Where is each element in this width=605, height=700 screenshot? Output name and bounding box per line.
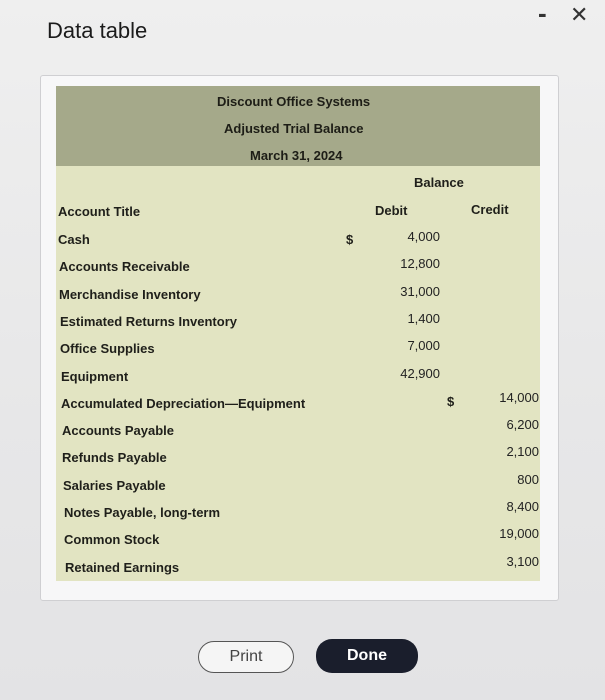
account-name: Notes Payable, long-term: [64, 505, 221, 520]
credit-value: 2,100: [506, 444, 539, 459]
debit-value: 7,000: [407, 338, 440, 353]
debit-value: 31,000: [400, 284, 440, 299]
credit-value: 3,100: [506, 554, 539, 569]
account-name: Common Stock: [64, 532, 160, 547]
credit-currency: $: [447, 394, 455, 409]
account-name: Refunds Payable: [62, 450, 167, 465]
dialog-title: Data table: [47, 18, 148, 43]
account-name: Retained Earnings: [65, 560, 180, 575]
credit-value: 8,400: [506, 499, 539, 514]
company-name: Discount Office Systems: [217, 94, 371, 109]
credit-value: 14,000: [499, 390, 539, 405]
balance-header: Balance: [414, 175, 464, 190]
account-title-header: Account Title: [58, 204, 141, 219]
account-name: Equipment: [61, 369, 129, 384]
statement-date: March 31, 2024: [250, 148, 343, 163]
minimize-icon[interactable]: -: [538, 0, 547, 28]
account-name: Salaries Payable: [63, 478, 166, 493]
credit-value: 800: [517, 472, 539, 487]
done-button[interactable]: Done: [316, 639, 418, 673]
debit-value: 42,900: [400, 366, 440, 381]
debit-value: 1,400: [407, 311, 440, 326]
credit-value: 19,000: [499, 526, 539, 541]
statement-name: Adjusted Trial Balance: [224, 121, 364, 136]
close-icon[interactable]: ✕: [570, 2, 589, 27]
credit-value: 6,200: [506, 417, 539, 432]
account-name: Accumulated Depreciation—Equipment: [61, 396, 306, 411]
credit-header: Credit: [471, 202, 509, 217]
debit-value: 4,000: [407, 229, 440, 244]
print-button[interactable]: Print: [198, 641, 294, 673]
debit-value: 12,800: [400, 256, 440, 271]
account-name: Merchandise Inventory: [59, 287, 201, 302]
account-name: Office Supplies: [60, 341, 155, 356]
account-name: Accounts Payable: [62, 423, 174, 438]
account-name: Estimated Returns Inventory: [60, 314, 237, 329]
account-name: Cash: [58, 232, 90, 247]
debit-header: Debit: [375, 203, 408, 218]
account-name: Accounts Receivable: [59, 259, 190, 274]
debit-currency: $: [346, 232, 354, 247]
